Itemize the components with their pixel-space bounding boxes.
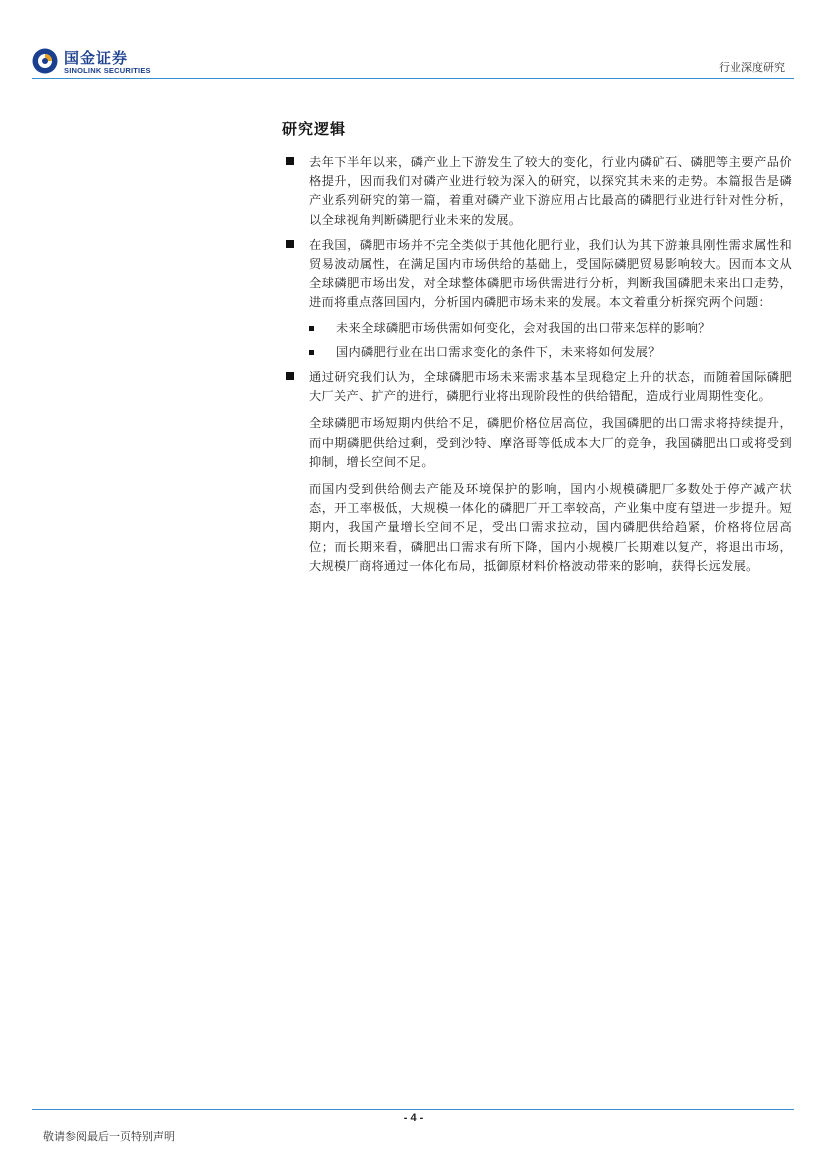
small-square-bullet-icon <box>309 350 314 355</box>
logo-chinese-name: 国金证券 <box>64 49 129 67</box>
footer-divider <box>32 1109 794 1110</box>
page-number: - 4 - <box>403 1112 424 1124</box>
sub-question-item <box>309 319 792 338</box>
bullet-text: 在我国，磷肥市场并不完全类似于其他化肥行业，我们认为其下游兼具刚性需求属性和贸易波动属性，在满足国内市场供给的基础上，受国际磷肥贸易影响较大。因而本文从全球磷肥市场出发，对全球整体磷肥市场供需进行分析，判断我国磷肥未来出口走势，进而将重点落回国内，分析国内磷肥市场未来的发展。本文着重分析探究两个问题： <box>309 237 792 310</box>
body-paragraph: 而国内受到供给侧去产能及环境保护的影响，国内小规模磷肥厂多数处于停产减产状态，开工率极低，大规模一体化的磷肥厂开工率较高，产业集中度有望进一步提升。短期内，我国产量增长空间不足，受出口需求拉动，国内磷肥供给趋紧，价格将位居高位；而长期来看，磷肥出口需求有所下降，国内小规模厂长期难以复产，将退出市场，大规模厂商将通过一体化布局，抵御原材料价格波动带来的影响，获得长远发展。 <box>309 482 792 573</box>
disclaimer-note: 敬请参阅最后一页特别声明 <box>43 1130 175 1143</box>
square-bullet-icon <box>286 240 294 248</box>
section-title: 研究逻辑 <box>282 120 347 138</box>
sub-question-text: 国内磷肥行业在出口需求变化的条件下，未来将如何发展？ <box>336 344 661 359</box>
small-square-bullet-icon <box>309 326 314 331</box>
page-header <box>0 0 827 82</box>
report-type-label: 行业深度研究 <box>719 61 785 74</box>
logo-english-name: SINOLINK SECURITIES <box>64 66 151 75</box>
sinolink-logo-icon <box>32 48 58 74</box>
bullet-item-2 <box>282 236 792 362</box>
header-divider <box>32 78 794 79</box>
bullet-item-1 <box>282 153 792 230</box>
bullet-text: 通过研究我们认为，全球磷肥市场未来需求基本呈现稳定上升的状态，而随着国际磷肥大厂关产、扩产的进行，磷肥行业将出现阶段性的供给错配，造成行业周期性变化。 <box>309 370 792 404</box>
sub-question-list <box>309 319 792 362</box>
square-bullet-icon <box>286 372 294 380</box>
bullet-text: 去年下半年以来，磷产业上下游发生了较大的变化，行业内磷矿石、磷肥等主要产品价格提升，因而我们对磷产业进行较为深入的研究，以探究其未来的走势。本篇报告是磷产业系列研究的第一篇，着重对磷产业下游应用占比最高的磷肥行业进行针对性分析，以全球视角判断磷肥行业未来的发展。 <box>309 155 792 227</box>
square-bullet-icon <box>286 157 294 165</box>
sub-question-item <box>309 343 792 362</box>
main-content <box>282 118 792 576</box>
body-paragraph: 全球磷肥市场短期内供给不足，磷肥价格位居高位，我国磷肥的出口需求将持续提升，而中期磷肥供给过剩，受到沙特、摩洛哥等低成本大厂的竞争，我国磷肥出口或将受到抑制，增长空间不足。 <box>309 416 792 469</box>
sub-question-text: 未来全球磷肥市场供需如何变化，会对我国的出口带来怎样的影响？ <box>336 320 711 335</box>
bullet-item-3 <box>282 368 792 406</box>
